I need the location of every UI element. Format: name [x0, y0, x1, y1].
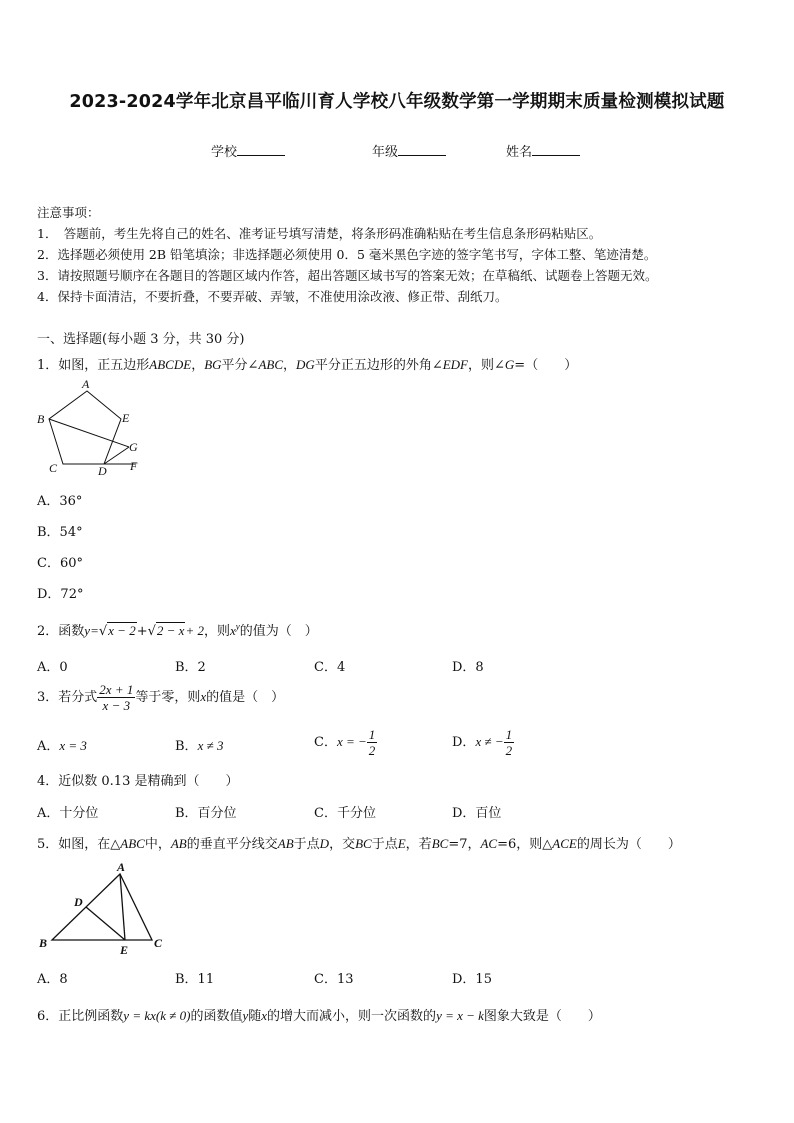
q5-option-b[interactable]: B．11 [175, 972, 215, 987]
question-4: 4．近似数 0.13 是精确到（ ） [37, 774, 239, 789]
q3-option-b[interactable]: B．x ≠ 3 [175, 738, 224, 754]
grade-blank[interactable] [398, 143, 446, 156]
q2-option-a[interactable]: A．0 [37, 660, 68, 675]
q5-option-c[interactable]: C．13 [314, 972, 354, 987]
label-e: E [122, 411, 130, 425]
note-item: 2．选择题必须使用 2B 铅笔填涂；非选择题必须使用 0．5 毫米黑色字迹的签字笔书写，字体工整、笔迹清楚。 [37, 247, 657, 262]
q2-option-b[interactable]: B．2 [175, 660, 206, 675]
q1-option-a[interactable]: A．36° [37, 494, 83, 509]
note-item: 4．保持卡面清洁，不要折叠，不要弄破、弄皱，不准使用涂改液、修正带、刮纸刀。 [37, 289, 508, 304]
grade-label: 年级 [372, 145, 399, 160]
label-g: G [129, 440, 138, 454]
question-5: 5．如图，在△ABC中，AB的垂直平分线交AB于点D，交BC于点E，若BC=7，AC=6，则△ACE的周长为（ ） [37, 836, 681, 852]
school-field [211, 141, 285, 160]
q1-option-c[interactable]: C．60° [37, 556, 83, 571]
q1-option-b[interactable]: B．54° [37, 525, 83, 540]
label-c: C [154, 936, 163, 950]
q3-option-a[interactable]: A．x = 3 [37, 738, 87, 754]
name-label: 姓名 [506, 145, 533, 160]
q4-option-d[interactable]: D．百位 [452, 806, 502, 821]
fraction: $\frac{2x + 1}{x - 3}$ [99, 682, 134, 713]
q4-option-b[interactable]: B．百分位 [175, 806, 237, 821]
q2-option-c[interactable]: C．4 [314, 660, 346, 675]
note-item: 3．请按照题号顺序在各题目的答题区域内作答，超出答题区域书写的答案无效；在草稿纸、试题卷上答题无效。 [37, 268, 658, 283]
question-3: 3．若分式 $\frac{2x + 1}{x - 3}$ 等于零，则x的值是（ ） [37, 682, 285, 713]
q3-option-d[interactable]: D．x ≠ − $\frac{1}{2}$ [452, 727, 513, 758]
label-a: A [117, 860, 126, 874]
exam-title: 2023-2024学年北京昌平临川育人学校八年级数学第一学期期末质量检测模拟试题 [69, 92, 725, 112]
q2-option-d[interactable]: D．8 [452, 660, 484, 675]
question-1: 1．如图，正五边形ABCDE，BG平分∠ABC，DG平分正五边形的外角∠EDF，则∠G=（ ） [37, 357, 578, 373]
name-blank[interactable] [532, 143, 580, 156]
grade-field [372, 141, 446, 160]
notes-heading: 注意事项： [37, 205, 100, 220]
name-field [506, 141, 580, 160]
label-c: C [49, 461, 58, 475]
question-6: 6．正比例函数y = kx(k ≠ 0)的函数值y随x的增大而减小，则一次函数的y = x − k图象大致是（ ） [37, 1008, 601, 1024]
note-item: 1． 答题前，考生先将自己的姓名、准考证号填写清楚，将条形码准确粘贴在考生信息条形码粘贴区。 [37, 226, 602, 241]
school-label: 学校 [211, 145, 238, 160]
q4-option-c[interactable]: C．千分位 [314, 806, 376, 821]
pentagon-figure [34, 377, 144, 475]
label-b: B [39, 936, 48, 950]
section-heading: 一、选择题(每小题 3 分，共 30 分) [37, 332, 245, 347]
label-f: F [130, 459, 138, 473]
q1-option-d[interactable]: D．72° [37, 587, 84, 602]
label-d: D [74, 895, 83, 909]
label-e: E [120, 943, 129, 957]
label-b: B [37, 412, 45, 426]
q4-option-a[interactable]: A．十分位 [37, 806, 99, 821]
question-2: 2．函数y=√x − 2+√2 − x+ 2，则$x^y$的值为（ ） [37, 621, 318, 639]
triangle-figure [34, 858, 174, 958]
school-blank[interactable] [237, 143, 285, 156]
label-a: A [82, 377, 90, 391]
q5-option-d[interactable]: D．15 [452, 972, 492, 987]
label-d: D [98, 464, 107, 475]
q5-option-a[interactable]: A．8 [37, 972, 68, 987]
q3-option-c[interactable]: C．x = − $\frac{1}{2}$ [314, 727, 376, 758]
